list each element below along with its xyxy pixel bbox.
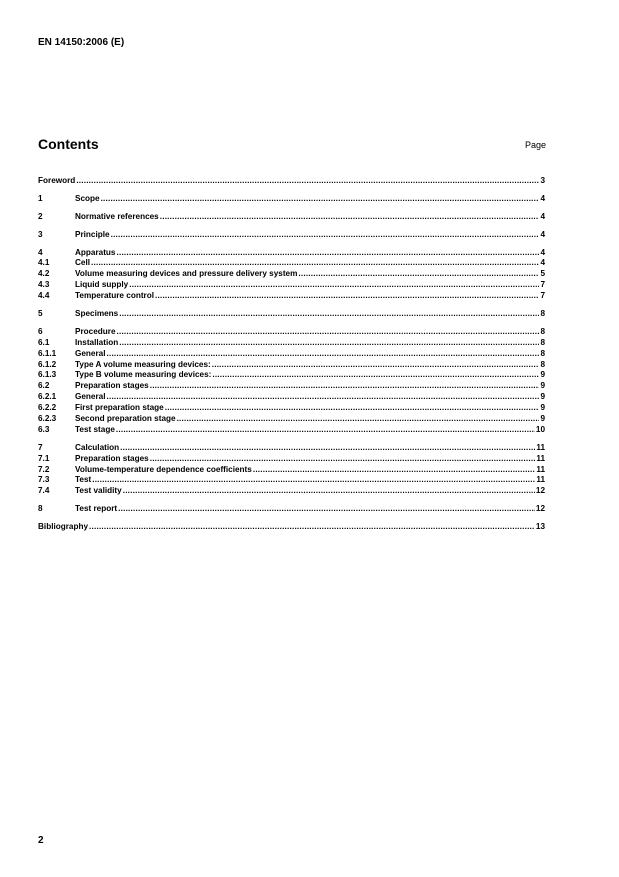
toc-entry-page: 4	[540, 193, 545, 203]
toc-entry-title: Specimens	[75, 309, 119, 319]
toc-entry-page: 9	[540, 403, 545, 413]
toc-dot-leader	[92, 475, 535, 486]
toc-entry-number: 8	[38, 504, 43, 514]
toc-entry-title: Scope	[75, 193, 100, 203]
toc-dot-leader	[253, 465, 536, 476]
toc-entry-page: 4	[540, 211, 545, 221]
toc-entry-page: 8	[540, 337, 545, 347]
toc-entry-number: 7.4	[38, 486, 50, 496]
toc-entry-number: 4.1	[38, 258, 50, 268]
toc-entry-title: Procedure	[75, 326, 116, 336]
toc-entry[interactable]	[38, 370, 545, 381]
toc-entry-number: 4	[38, 247, 43, 257]
toc-entry[interactable]	[38, 194, 545, 205]
toc-entry[interactable]	[38, 486, 545, 497]
contents-title: Contents	[38, 136, 99, 152]
toc-entry[interactable]	[38, 349, 545, 360]
toc-entry-number: 7.1	[38, 453, 50, 463]
toc-entry-title: Apparatus	[75, 247, 116, 257]
toc-entry-title: Test stage	[75, 424, 115, 434]
toc-entry-number: 4.4	[38, 291, 50, 301]
toc-dot-leader	[119, 309, 539, 320]
toc-entry[interactable]	[38, 414, 545, 425]
toc-dot-leader	[119, 338, 539, 349]
toc-entry-title: Installation	[75, 337, 119, 347]
toc-entry-page: 7	[540, 291, 545, 301]
toc-dot-leader	[177, 414, 540, 425]
toc-entry-title: First preparation stage	[75, 403, 164, 413]
toc-dot-leader	[116, 425, 535, 436]
toc-entry-page: 13	[535, 522, 545, 532]
toc-entry-number: 6.2.1	[38, 392, 57, 402]
toc-entry-number: 5	[38, 309, 43, 319]
toc-dot-leader	[150, 454, 536, 465]
toc-entry-page: 11	[536, 464, 545, 474]
toc-entry-number: 7	[38, 442, 43, 452]
toc-entry-page: 12	[535, 504, 545, 514]
toc-entry[interactable]	[38, 230, 545, 241]
toc-entry-page: 8	[540, 326, 545, 336]
toc-entry-page: 9	[540, 414, 545, 424]
toc-dot-leader	[101, 194, 540, 205]
toc-entry-number: 6	[38, 326, 43, 336]
toc-entry[interactable]	[38, 280, 545, 291]
toc-entry[interactable]	[38, 269, 545, 280]
toc-entry-page: 8	[540, 359, 545, 369]
toc-entry-number: 6.2	[38, 381, 50, 391]
toc-dot-leader	[120, 443, 535, 454]
toc-entry[interactable]	[38, 403, 545, 414]
toc-entry-page: 7	[540, 280, 545, 290]
toc-entry-title: General	[75, 392, 106, 402]
toc-entry-number: 7.2	[38, 464, 50, 474]
toc-entry-page: 9	[540, 381, 545, 391]
toc-entry-number: 6.1.1	[38, 348, 57, 358]
toc-entry-title: Normative references	[75, 211, 159, 221]
toc-entry-title: Test	[75, 475, 92, 485]
toc-entry[interactable]	[38, 291, 545, 302]
toc-entry-title: General	[75, 348, 106, 358]
toc-entry[interactable]	[38, 504, 545, 515]
toc-entry-title: Type B volume measuring devices:	[75, 370, 212, 380]
toc-entry-title: Calculation	[75, 442, 120, 452]
toc-dot-leader	[212, 370, 539, 381]
toc-dot-leader	[111, 230, 540, 241]
toc-entry-page: 3	[540, 176, 545, 185]
toc-entry-page: 11	[536, 453, 545, 463]
toc-entry[interactable]	[38, 258, 545, 269]
toc-dot-leader	[165, 403, 540, 414]
toc-entry-title: Preparation stages	[75, 453, 149, 463]
page-number: 2	[38, 835, 44, 846]
toc-entry-title: Liquid supply	[75, 280, 129, 290]
toc-dot-leader	[150, 381, 540, 392]
toc-entry-number: 3	[38, 229, 43, 239]
toc-entry-number: 4.3	[38, 280, 50, 290]
toc-entry[interactable]	[38, 309, 545, 320]
toc-entry-number: 2	[38, 211, 43, 221]
toc-dot-leader	[76, 176, 539, 187]
toc-entry-page: 8	[540, 348, 545, 358]
toc-entry-title: Principle	[75, 229, 110, 239]
toc-entry-title: Type A volume measuring devices:	[75, 359, 211, 369]
toc-entry[interactable]	[38, 475, 545, 486]
toc-entry[interactable]	[38, 212, 545, 223]
toc-entry-number: 7.3	[38, 475, 50, 485]
toc-entry[interactable]	[38, 454, 545, 465]
toc-entry[interactable]	[38, 338, 545, 349]
toc-dot-leader	[117, 327, 540, 338]
toc-entry-title: Foreword	[38, 176, 76, 185]
toc-entry-title: Second preparation stage	[75, 414, 176, 424]
toc-dot-leader	[298, 269, 539, 280]
toc-entry-page: 4	[540, 247, 545, 257]
toc-entry-number: 6.3	[38, 424, 50, 434]
toc-entry-page: 8	[540, 309, 545, 319]
toc-entry[interactable]	[38, 522, 545, 533]
toc-entry[interactable]	[38, 381, 545, 392]
toc-entry-title: Temperature control	[75, 291, 155, 301]
toc-entry-page: 10	[535, 424, 545, 434]
toc-entry[interactable]	[38, 327, 545, 338]
toc-entry-page: 9	[540, 392, 545, 402]
toc-entry-title: Bibliography	[38, 522, 89, 532]
toc-entry-number: 6.1	[38, 337, 50, 347]
toc-entry-page: 9	[540, 370, 545, 380]
toc-entry-number: 4.2	[38, 269, 50, 279]
toc-entry-page: 5	[540, 269, 545, 279]
page-column-label: Page	[524, 140, 546, 150]
toc-entry[interactable]	[38, 248, 545, 259]
table-of-contents	[38, 176, 545, 533]
toc-dot-leader	[107, 349, 540, 360]
toc-entry-number: 1	[38, 193, 43, 203]
toc-dot-leader	[123, 486, 535, 497]
toc-entry-number: 6.2.3	[38, 414, 57, 424]
toc-entry[interactable]	[38, 443, 545, 454]
toc-entry-title: Cell	[75, 258, 91, 268]
toc-entry[interactable]	[38, 425, 545, 436]
toc-entry-title: Volume measuring devices and pressure delivery system	[75, 269, 298, 279]
toc-entry-number: 6.1.3	[38, 370, 57, 380]
toc-entry[interactable]	[38, 176, 545, 187]
toc-entry-page: 4	[540, 258, 545, 268]
toc-entry-number: 6.1.2	[38, 359, 57, 369]
toc-dot-leader	[212, 360, 540, 371]
toc-entry-page: 4	[540, 229, 545, 239]
toc-entry-number: 6.2.2	[38, 403, 57, 413]
toc-entry-title: Test report	[75, 504, 118, 514]
toc-entry-title: Volume-temperature dependence coefficients	[75, 464, 252, 474]
toc-entry[interactable]	[38, 360, 545, 371]
toc-dot-leader	[107, 392, 540, 403]
toc-dot-leader	[155, 291, 539, 302]
toc-entry-page: 11	[536, 475, 545, 485]
toc-entry[interactable]	[38, 465, 545, 476]
toc-dot-leader	[118, 504, 535, 515]
toc-entry[interactable]	[38, 392, 545, 403]
toc-dot-leader	[89, 522, 535, 533]
document-id-header: EN 14150:2006 (E)	[38, 37, 125, 48]
toc-entry-title: Preparation stages	[75, 381, 149, 391]
toc-entry-page: 11	[536, 442, 545, 452]
toc-entry-title: Test validity	[75, 486, 122, 496]
toc-dot-leader	[129, 280, 539, 291]
toc-dot-leader	[91, 258, 539, 269]
toc-dot-leader	[160, 212, 540, 223]
toc-entry-page: 12	[535, 486, 545, 496]
toc-dot-leader	[117, 248, 540, 259]
